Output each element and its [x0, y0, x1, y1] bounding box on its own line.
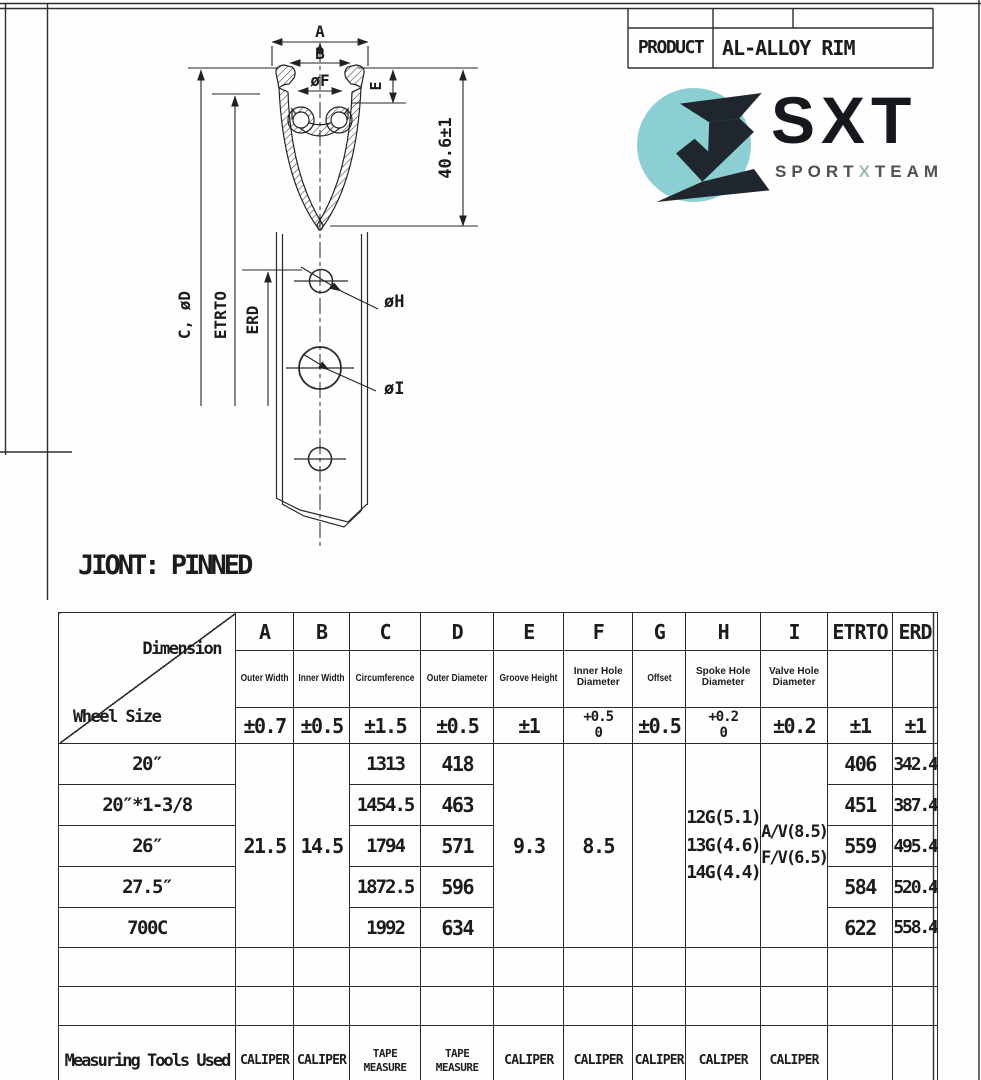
tool-i: CALIPER	[761, 1026, 828, 1080]
dimension-table	[58, 612, 938, 1080]
tools-label: Measuring Tools Used	[59, 1026, 236, 1080]
logo-wordmark: SXT	[771, 83, 918, 157]
size-20-138: 20″*1-3/8	[59, 785, 236, 826]
sxt-logo	[637, 83, 944, 204]
tool-etrto	[828, 1026, 893, 1080]
erd-700c: 558.4	[893, 908, 938, 948]
tol-c: ±1.5	[350, 708, 421, 744]
size-700c: 700C	[59, 908, 236, 948]
col-letter-b: B	[294, 613, 350, 651]
merged-e: 9.3	[494, 744, 564, 948]
tool-h: CALIPER	[686, 1026, 761, 1080]
tagline-team: TEAM	[874, 162, 944, 181]
col-letter-d: D	[421, 613, 494, 651]
merged-b: 14.5	[294, 744, 350, 948]
dim-label-etrto: ETRTO	[211, 290, 230, 340]
col-sub-g: Offset	[633, 651, 686, 708]
col-letter-c: C	[350, 613, 421, 651]
col-sub-c: Circumference	[350, 651, 421, 708]
dim-label-a: A	[315, 22, 325, 41]
col-sub-a: Outer Width	[236, 651, 294, 708]
table-row	[59, 744, 938, 785]
col-sub-b: Inner Width	[294, 651, 350, 708]
tol-e: ±1	[494, 708, 564, 744]
col-letter-a: A	[236, 613, 294, 651]
dim-label-erd: ERD	[243, 305, 262, 335]
etrto-275: 584	[828, 867, 893, 908]
col-sub-h: Spoke Hole Diameter	[686, 651, 761, 708]
etrto-26: 559	[828, 826, 893, 867]
col-sub-d: Outer Diameter	[421, 651, 494, 708]
col-letter-f: F	[564, 613, 633, 651]
tagline-x: X	[858, 162, 875, 181]
size-275: 27.5″	[59, 867, 236, 908]
c-20: 1313	[350, 744, 421, 785]
d-20: 418	[421, 744, 494, 785]
col-letter-i: I	[761, 613, 828, 651]
dim-label-b: B	[315, 44, 325, 63]
c-275: 1872.5	[350, 867, 421, 908]
joint-note: JIONT: PINNED	[78, 550, 251, 581]
col-letter-etrto: ETRTO	[828, 613, 893, 651]
tol-g: ±0.5	[633, 708, 686, 744]
erd-26: 495.4	[893, 826, 938, 867]
col-letter-g: G	[633, 613, 686, 651]
erd-275: 520.4	[893, 867, 938, 908]
d-275: 596	[421, 867, 494, 908]
header-letter-row	[59, 613, 938, 651]
dim-label-e: E	[367, 81, 385, 91]
col-letter-erd: ERD	[893, 613, 938, 651]
d-20-138: 463	[421, 785, 494, 826]
c-20-138: 1454.5	[350, 785, 421, 826]
corner-cell	[59, 613, 236, 744]
c-26: 1794	[350, 826, 421, 867]
corner-wheel-size-label: Wheel Size	[73, 707, 161, 727]
d-26: 571	[421, 826, 494, 867]
col-letter-e: E	[494, 613, 564, 651]
etrto-20: 406	[828, 744, 893, 785]
tol-b: ±0.5	[294, 708, 350, 744]
etrto-20-138: 451	[828, 785, 893, 826]
merged-a: 21.5	[236, 744, 294, 948]
merged-i: A/V(8.5) F/V(6.5)	[761, 744, 828, 948]
tool-c: TAPE MEASURE	[350, 1026, 421, 1080]
empty-row	[59, 987, 938, 1026]
dimension-labels	[175, 22, 456, 399]
tool-g: CALIPER	[633, 1026, 686, 1080]
col-sub-etrto	[828, 651, 893, 708]
col-sub-erd	[893, 651, 938, 708]
hole-label-i: øI	[384, 379, 405, 399]
tol-i: ±0.2	[761, 708, 828, 744]
size-26: 26″	[59, 826, 236, 867]
merged-f: 8.5	[564, 744, 633, 948]
product-value: AL-ALLOY RIM	[722, 36, 855, 60]
tagline-sport: SPORT	[775, 162, 859, 181]
tol-h: +0.2 0	[686, 708, 761, 744]
tol-f: +0.5 0	[564, 708, 633, 744]
merged-g	[633, 744, 686, 948]
erd-20-138: 387.4	[893, 785, 938, 826]
tol-a: ±0.7	[236, 708, 294, 744]
d-700c: 634	[421, 908, 494, 948]
sxt-logo-icon	[645, 92, 785, 204]
tool-erd	[893, 1026, 938, 1080]
dim-label-c-od: C, øD	[175, 290, 194, 340]
size-20: 20″	[59, 744, 236, 785]
logo-tagline	[775, 162, 943, 182]
tool-e: CALIPER	[494, 1026, 564, 1080]
tool-f: CALIPER	[564, 1026, 633, 1080]
col-sub-e: Groove Height	[494, 651, 564, 708]
tool-b: CALIPER	[294, 1026, 350, 1080]
etrto-700c: 622	[828, 908, 893, 948]
merged-h: 12G(5.1) 13G(4.6) 14G(4.4)	[686, 744, 761, 948]
corner-dimension-label: Dimension	[142, 639, 221, 659]
tol-d: ±0.5	[421, 708, 494, 744]
col-letter-h: H	[686, 613, 761, 651]
col-sub-i: Valve Hole Diameter	[761, 651, 828, 708]
col-sub-f: Inner Hole Diameter	[564, 651, 633, 708]
hole-label-h: øH	[384, 292, 405, 312]
empty-row	[59, 948, 938, 987]
dim-label-height: 40.6±1	[436, 117, 456, 179]
rim-band-side-view	[276, 232, 368, 527]
erd-20: 342.4	[893, 744, 938, 785]
measuring-tools-row	[59, 1026, 938, 1080]
tol-etrto: ±1	[828, 708, 893, 744]
c-700c: 1992	[350, 908, 421, 948]
tool-a: CALIPER	[236, 1026, 294, 1080]
tool-d: TAPE MEASURE	[421, 1026, 494, 1080]
product-label: PRODUCT	[637, 37, 704, 58]
tol-erd: ±1	[893, 708, 938, 744]
dim-label-f: øF	[310, 71, 330, 90]
